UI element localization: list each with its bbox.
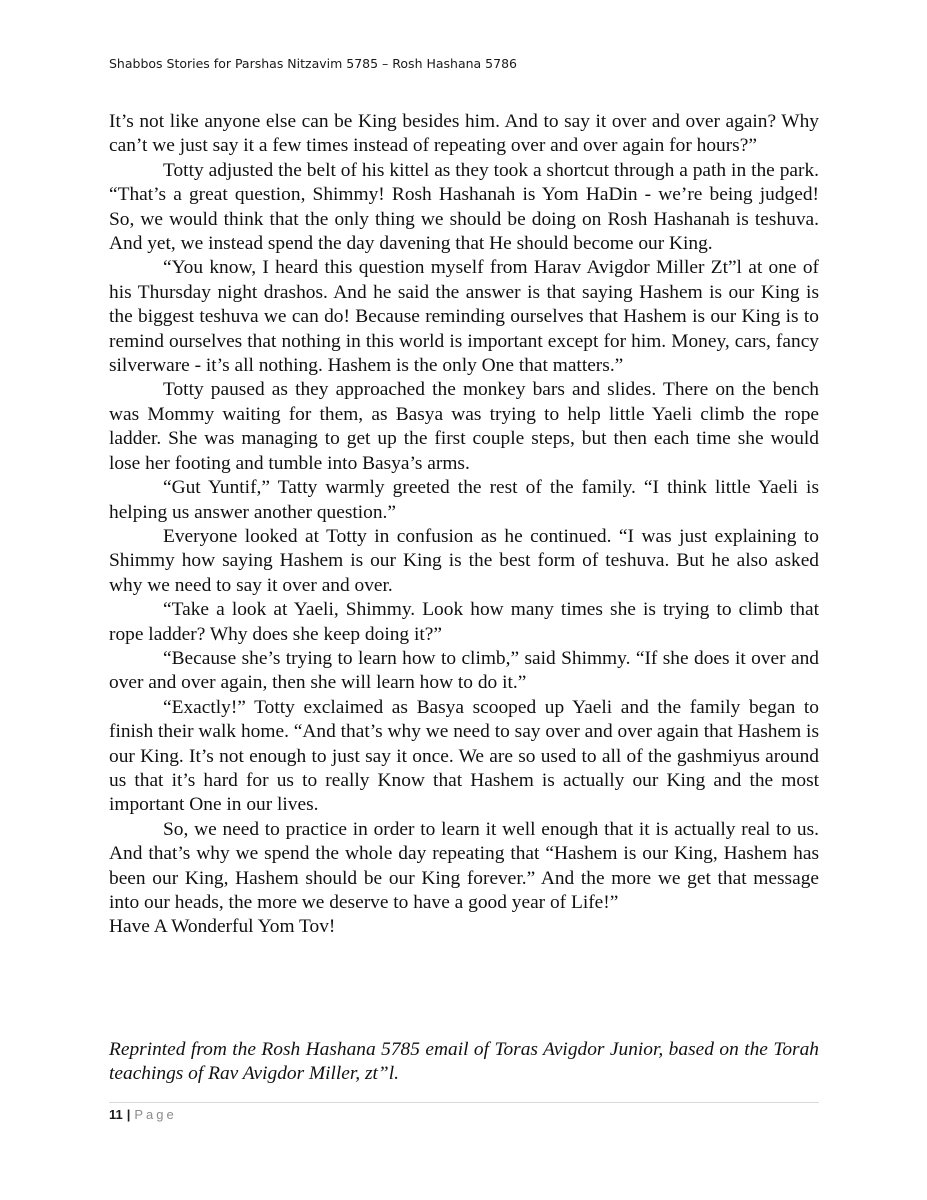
paragraph: Totty paused as they approached the monkey bars and slides. There on the bench was Mommy waiting for them, as Basya was trying to help little Yaeli climb the rope ladder. She was managing to get up the first couple steps, but then each time she would lose her footing and tumble into Basya’s arms. bbox=[109, 379, 819, 474]
paragraph: Totty adjusted the belt of his kittel as they took a shortcut through a path in the park. “That’s a great question, Shimmy! Rosh Hashanah is Yom HaDin - we’re being judged! So, we would think that the only thing we should be doing on Rosh Hashanah is teshuva. And yet, we instead spend the day davening that He should become our King. bbox=[109, 159, 819, 255]
page-footer bbox=[109, 1107, 177, 1122]
closing-line: Have A Wonderful Yom Tov! bbox=[109, 916, 336, 938]
reprint-credit: Reprinted from the Rosh Hashana 5785 email of Toras Avigdor Junior, based on the Torah teachings of Rav Avigdor Miller, zt”l. bbox=[109, 1039, 819, 1085]
page-label: Page bbox=[134, 1107, 177, 1122]
story-body bbox=[109, 110, 819, 940]
paragraph: “Gut Yuntif,” Tatty warmly greeted the rest of the family. “I think little Yaeli is helping us answer another question.” bbox=[109, 477, 819, 523]
page-separator: | bbox=[126, 1107, 131, 1122]
footer-divider bbox=[109, 1102, 819, 1103]
paragraph: Everyone looked at Totty in confusion as he continued. “I was just explaining to Shimmy how saying Hashem is our King is the best form of teshuva. But he also asked why we need to say it over and over. bbox=[109, 525, 819, 596]
paragraph: So, we need to practice in order to learn it well enough that it is actually real to us. And that’s why we spend the whole day repeating that “Hashem is our King, Hashem has been our King, Hashem should be our King forever.” And the more we get that message into our heads, the more we deserve to have a good year of Life!” bbox=[109, 818, 819, 913]
paragraph: “Because she’s trying to learn how to climb,” said Shimmy. “If she does it over and over and over again, then she will learn how to do it.” bbox=[109, 647, 819, 694]
paragraph: “Take a look at Yaeli, Shimmy. Look how many times she is trying to climb that rope ladder? Why does she keep doing it?” bbox=[109, 599, 819, 645]
page-number: 11 bbox=[109, 1107, 123, 1122]
paragraph: “You know, I heard this question myself from Harav Avigdor Miller Zt”l at one of his Thursday night drashos. And he said the answer is that saying Hashem is our King is the biggest teshuva we can do! Because reminding ourselves that Hashem is our King is to remind ourselves that nothing in this world is important except for him. Money, cars, fancy silverware - it’s all nothing. Hashem is the only One that matters.” bbox=[109, 257, 819, 377]
running-header: Shabbos Stories for Parshas Nitzavim 5785 – Rosh Hashana 5786 bbox=[109, 56, 517, 71]
paragraph: “Exactly!” Totty exclaimed as Basya scooped up Yaeli and the family began to finish their walk home. “And that’s why we need to say over and over again that Hashem is our King. It’s not enough to just say it once. We are so used to all of the gashmiyus around us that it’s hard for us to really Know that Hashem is actually our King and the most important One in our lives. bbox=[109, 696, 819, 816]
paragraph: It’s not like anyone else can be King besides him. And to say it over and over again? Why can’t we just say it a few times instead of repeating over and over again for hours?” bbox=[109, 111, 819, 157]
